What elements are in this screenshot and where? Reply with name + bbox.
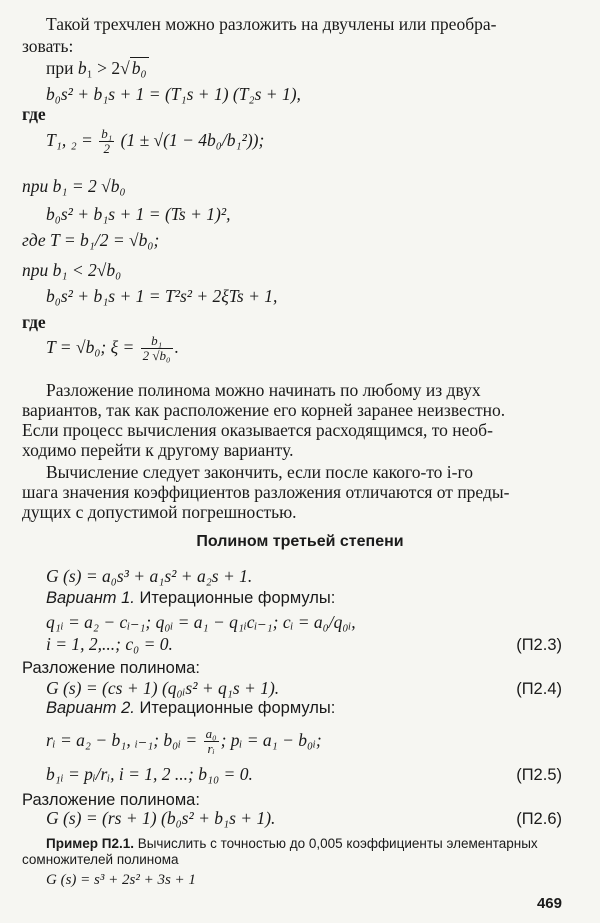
page-number: 469	[536, 895, 562, 912]
iter2-rest: ; pᵢ = a₁ − b₀ᵢ;	[220, 730, 322, 750]
paragraph-line: шага значения коэффициентов разложения отличаются от преды-	[22, 482, 510, 502]
example-text: Вычислить с точностью до 0,005 коэффициенты элементарных	[133, 836, 538, 851]
t12-fraction	[99, 127, 114, 156]
variant-label: Вариант 1.	[46, 589, 135, 607]
t-xi-end: .	[174, 337, 179, 357]
decomposition-label: Разложение полинома:	[22, 791, 200, 809]
where-line: где T = b₁/2 = √b₀;	[22, 230, 160, 250]
frac-denominator: rᵢ	[207, 741, 215, 757]
condition-radicand: b₀	[131, 58, 147, 78]
t12-lhs: T₁, ₂ =	[46, 130, 93, 150]
equation-line: G (s) = (cs + 1) (q₀ᵢs² + q₁s + 1).	[46, 678, 280, 698]
frac-numerator: b₁	[141, 334, 173, 349]
condition-rel: ₁ > 2√	[86, 58, 130, 78]
decomposition-label: Разложение полинома:	[22, 659, 200, 677]
iter2-lhs: rᵢ = a₂ − b₁, ᵢ₋₁; b₀ᵢ =	[46, 730, 198, 750]
paragraph-line: Разложение полинома можно начинать по любому из двух	[46, 380, 481, 400]
condition-prefix: при	[46, 58, 78, 78]
paragraph-line: зовать:	[22, 36, 74, 56]
condition-var: b	[77, 58, 87, 78]
paragraph-line: Если процесс вычисления оказывается расходящимся, то необ-	[22, 420, 493, 440]
condition-line	[46, 58, 149, 78]
equation-line: G (s) = a₀s³ + a₁s² + a₂s + 1.	[46, 566, 253, 586]
equation-line: b₁ᵢ = pᵢ/rᵢ, i = 1, 2 ...; b₁₀ = 0.	[46, 764, 253, 784]
equation-line: i = 1, 2,...; c₀ = 0.	[46, 634, 173, 654]
example-label: Пример П2.1.	[46, 836, 134, 851]
equation-line: G (s) = (rs + 1) (b₀s² + b₁s + 1).	[46, 808, 276, 828]
variant-1-line	[46, 588, 335, 608]
frac-numerator: b₁	[101, 126, 113, 142]
formula-iter2	[46, 724, 322, 756]
condition-line: при b₁ < 2√b₀	[22, 260, 122, 280]
variant-text: Итерационные формулы:	[134, 699, 336, 717]
condition-line: при b₁ = 2 √b₀	[22, 176, 126, 196]
section-title: Полином третьей степени	[196, 533, 404, 550]
formula-t12	[46, 124, 264, 156]
frac-denominator: 2 √b₀	[142, 348, 171, 364]
variant-label: Вариант 2.	[46, 699, 135, 717]
formula-t-xi	[46, 330, 179, 364]
iter2-fraction	[204, 727, 219, 756]
paragraph-line: ходимо перейти к другому варианту.	[22, 440, 294, 460]
frac-denominator: 2	[103, 141, 110, 157]
example-equation: G (s) = s³ + 2s² + 3s + 1	[46, 872, 196, 888]
example-line: сомножителей полинома	[22, 852, 179, 867]
variant-text: Итерационные формулы:	[134, 589, 336, 607]
equation-line: b₀s² + b₁s + 1 = (T₁s + 1) (T₂s + 1),	[46, 84, 301, 104]
t12-rest: (1 ± √(1 − 4b₀/b₁²));	[120, 130, 265, 150]
equation-number: (П2.5)	[516, 766, 562, 784]
where-label: где	[22, 104, 46, 124]
equation-line: b₀s² + b₁s + 1 = T²s² + 2ξTs + 1,	[46, 286, 278, 306]
frac-numerator: a₀	[205, 726, 217, 742]
paragraph-line: дущих с допустимой погрешностью.	[22, 502, 297, 522]
equation-number: (П2.3)	[516, 636, 562, 654]
where-label: где	[22, 312, 46, 332]
paragraph-line: Вычисление следует закончить, если после какого-то i-го	[46, 462, 473, 482]
equation-line: q₁ᵢ = a₂ − cᵢ₋₁; q₀ᵢ = a₁ − q₁ᵢcᵢ₋₁; cᵢ = a₀/q₀ᵢ,	[46, 612, 356, 632]
paragraph-line: Такой трехчлен можно разложить на двучлены или преобра-	[46, 14, 497, 34]
t-xi-lhs: T = √b₀; ξ =	[46, 337, 135, 357]
variant-2-line	[46, 698, 335, 718]
xi-fraction	[141, 334, 173, 363]
equation-number: (П2.4)	[516, 680, 562, 698]
equation-number: (П2.6)	[516, 810, 562, 828]
paragraph-line: вариантов, так как расположение его корней заранее неизвестно.	[22, 400, 506, 420]
equation-line: b₀s² + b₁s + 1 = (Ts + 1)²,	[46, 204, 231, 224]
